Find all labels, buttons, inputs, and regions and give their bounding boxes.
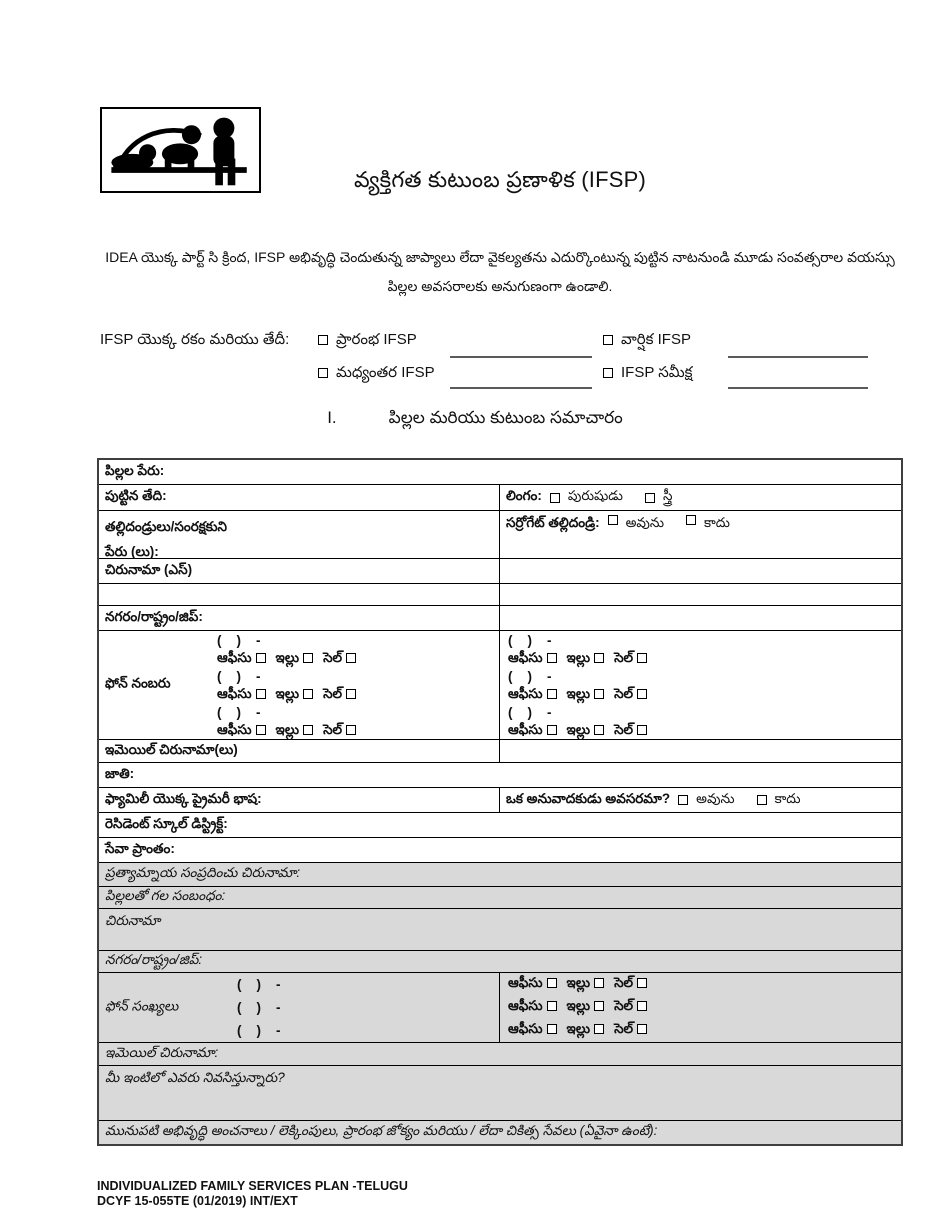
cell-checkbox[interactable] [637,653,647,663]
interim-ifsp-label: మధ్యంతర IFSP [336,364,435,381]
phone-entries-left [217,631,366,739]
alt-phone-right-cell [500,973,901,1042]
relationship-label: పిల్లలతో గల సంబంధం: [105,888,226,903]
phone-type-line [508,685,657,702]
phone-type-line [217,721,366,738]
phone-entry [217,705,366,738]
office-label: ఆఫీసు [217,721,252,737]
phone-number-field[interactable]: ( ) - [237,1023,281,1038]
intro-paragraph: IDEA యొక్క పార్ట్ సి క్రింద, IFSP అభివృద్ధి చెందుతున్న జాప్యాలు లేదా వైకల్యతను ఎదుర్కొంటున్న పుట్టిన నాటనుండి మూడు సంవత్సరాల వయస్సు పిల్లల అవసరాలకు అనుగుణంగా ఉండాలి. [105,249,895,294]
gender-label: లింగం: [506,488,542,503]
alt-city-state-zip-cell[interactable] [99,951,901,972]
birth-date-label: పుట్టిన తేది: [105,488,167,503]
table-row [99,1120,901,1144]
city-state-zip-value-cell[interactable] [500,606,901,630]
phone-type-line [508,975,657,994]
table-row [99,787,901,812]
table-row [99,460,901,484]
home-label: ఇల్లు [275,721,300,737]
school-district-cell[interactable] [99,813,901,837]
address-label: చిరునామా (ఎస్) [105,561,193,577]
initial-ifsp-option [318,331,417,352]
office-label: ఆఫీసు [508,685,543,701]
phone-entry [508,669,657,702]
interpreter-question-label: ఒక అనువాదకుడు అవసరమా? [506,790,671,806]
service-area-cell[interactable] [99,838,901,862]
phone-right-cell [500,631,901,739]
form-footer [97,1179,408,1209]
cell-label: సెల్ [614,685,634,701]
address-extra-right-cell[interactable] [500,584,901,605]
phone-type-line [508,998,657,1017]
home-checkbox[interactable] [303,653,313,663]
home-label: ఇల్లు [275,649,300,665]
page-title: వ్యక్తిగత కుటుంబ ప్రణాళిక (IFSP) [354,167,646,192]
phone-number-field[interactable]: ( ) - [217,668,261,684]
interpreter-cell [500,788,901,812]
interpreter-no-checkbox[interactable] [757,795,767,805]
address-value-cell[interactable] [500,559,901,583]
table-row [99,950,901,972]
phone-type-line [217,685,366,702]
phone-numbers-row [99,630,901,739]
table-row [99,886,901,908]
home-checkbox[interactable] [303,725,313,735]
office-label: ఆఫీసు [508,975,543,990]
phone-label: ఫోన్ నంబరు [105,675,171,691]
school-district-label: రెసిడెంట్ స్కూల్ డిస్ట్రిక్ట్: [105,815,228,831]
parent-name-label-line2: పేరు (లు): [105,544,159,559]
relationship-cell[interactable] [99,887,901,908]
city-state-zip-cell[interactable] [99,606,500,630]
phone-number-field[interactable]: ( ) - [508,632,552,648]
annual-ifsp-option [603,331,691,352]
table-row [99,739,901,762]
table-row [99,837,901,862]
alt-contact-label: ప్రత్యామ్నాయ సంప్రదించు చిరునామా: [105,865,301,880]
office-label: ఆఫీసు [217,685,252,701]
phone-number-field[interactable]: ( ) - [237,1000,281,1015]
gender-female-label: స్త్రీ [662,488,673,503]
annual-ifsp-date-field[interactable] [728,356,868,358]
child-name-label: పిల్లల పేరు: [105,462,165,478]
home-label: ఇల్లు [566,1021,591,1036]
child-family-info-table [97,458,903,1146]
phone-type-line [508,649,657,666]
cell-checkbox[interactable] [346,689,356,699]
phone-number-field[interactable]: ( ) - [508,704,552,720]
interim-ifsp-date-field[interactable] [450,387,592,389]
gender-female-checkbox[interactable] [645,493,655,503]
cell-label: సెల్ [614,975,634,990]
parent-name-label-line1: తల్లిదండ్రులు/సంరక్షకుని [105,519,227,534]
table-row [99,812,901,837]
alt-phone-entries [237,973,281,1042]
alt-address-label: చిరునామా [105,913,161,928]
address-extra-left-cell[interactable] [99,584,500,605]
home-checkbox[interactable] [594,1024,604,1034]
gender-male-checkbox[interactable] [550,493,560,503]
alt-phone-left-cell [99,973,500,1042]
phone-entry [217,633,366,666]
email-label-cell[interactable] [99,740,500,762]
initial-ifsp-checkbox[interactable] [318,335,328,345]
office-checkbox[interactable] [547,653,557,663]
cell-checkbox[interactable] [346,725,356,735]
table-row [99,1065,901,1120]
review-ifsp-checkbox[interactable] [603,368,613,378]
review-ifsp-label: IFSP సమీక్ష [621,364,693,381]
section1-title: పిల్లల మరియు కుటుంబ సమాచారం [388,408,623,427]
cell-checkbox[interactable] [637,725,647,735]
office-label: ఆఫీసు [217,649,252,665]
home-checkbox[interactable] [594,1001,604,1011]
table-row [99,558,901,583]
primary-language-label: ఫ్యామిలీ యొక్క ప్రైమరీ భాష: [105,790,262,806]
service-area-label: సేవా ప్రాంతం: [105,840,175,856]
home-checkbox[interactable] [594,978,604,988]
address-label-cell[interactable] [99,559,500,583]
interpreter-no-label: కాదు [774,790,801,806]
cell-checkbox[interactable] [637,1024,647,1034]
table-row [99,762,901,787]
office-checkbox[interactable] [256,725,266,735]
ifsp-type-label: IFSP యొక్క రకం మరియు తేదీ: [100,331,290,348]
phone-entry [217,669,366,702]
office-label: ఆఫీసు [508,721,543,737]
table-row [99,605,901,630]
home-checkbox[interactable] [594,653,604,663]
alt-email-label: ఇమెయిల్ చిరునామా: [105,1044,219,1060]
table-row [99,1042,901,1065]
gender-male-label: పురుషుడు [567,488,623,503]
phone-type-line [508,721,657,738]
email-label: ఇమెయిల్ చిరునామా(లు) [105,741,238,757]
section1-heading [0,408,950,432]
cell-label: సెల్ [323,721,343,737]
office-checkbox[interactable] [547,725,557,735]
office-checkbox[interactable] [547,1024,557,1034]
cell-label: సెల్ [614,721,634,737]
interpreter-yes-checkbox[interactable] [678,795,688,805]
interpreter-yes-label: అవును [696,790,735,806]
household-cell[interactable] [99,1066,901,1120]
phone-type-line [217,649,366,666]
surrogate-no-checkbox[interactable] [686,515,696,525]
review-ifsp-date-field[interactable] [728,387,868,389]
cell-checkbox[interactable] [637,978,647,988]
home-label: ఇల్లు [275,685,300,701]
email-value-cell[interactable] [500,740,901,762]
initial-ifsp-label: ప్రారంభ IFSP [336,331,417,348]
table-row [99,583,901,605]
office-label: ఆఫీసు [508,649,543,665]
cell-label: సెల్ [323,649,343,665]
alt-phone-type-lines [508,973,657,1042]
alt-phone-label: ఫోన్ సంఖ్యలు [105,998,179,1013]
cell-checkbox[interactable] [346,653,356,663]
alt-phone-numbers-row [99,972,901,1042]
home-label: ఇల్లు [566,975,591,990]
office-checkbox[interactable] [256,653,266,663]
table-row [99,484,901,510]
phone-entries-right [508,631,657,739]
primary-language-cell[interactable] [99,788,500,812]
child-name-cell[interactable] [99,460,901,484]
phone-number-field[interactable]: ( ) - [237,977,281,992]
surrogate-no-label: కాదు [704,515,730,530]
home-label: ఇల్లు [566,649,591,665]
table-row [99,862,901,886]
home-label: ఇల్లు [566,685,591,701]
home-label: ఇల్లు [566,721,591,737]
cell-checkbox[interactable] [637,689,647,699]
interim-ifsp-option [318,364,435,385]
phone-type-line [508,1021,657,1040]
annual-ifsp-label: వార్షిక IFSP [621,331,691,348]
phone-number-field[interactable]: ( ) - [217,632,261,648]
alt-email-cell[interactable] [99,1043,901,1065]
table-row [99,908,901,950]
interim-ifsp-checkbox[interactable] [318,368,328,378]
footer-form-name: INDIVIDUALIZED FAMILY SERVICES PLAN -TELUGU [97,1179,408,1193]
home-label: ఇల్లు [566,998,591,1013]
cell-label: సెల్ [323,685,343,701]
alt-contact-cell[interactable] [99,863,901,886]
office-label: ఆఫీసు [508,1021,543,1036]
cell-label: సెల్ [614,1021,634,1036]
cell-label: సెల్ [614,998,634,1013]
parent-name-cell[interactable] [99,511,500,558]
phone-entry [508,705,657,738]
phone-number-field[interactable]: ( ) - [508,668,552,684]
ethnicity-cell[interactable] [99,763,901,787]
office-label: ఆఫీసు [508,998,543,1013]
initial-ifsp-date-field[interactable] [450,356,592,358]
phone-number-field[interactable]: ( ) - [217,704,261,720]
section1-number: I. [327,408,337,427]
office-checkbox[interactable] [547,689,557,699]
home-checkbox[interactable] [594,725,604,735]
surrogate-yes-checkbox[interactable] [608,515,618,525]
office-checkbox[interactable] [547,978,557,988]
phone-entry [508,633,657,666]
city-state-zip-label: నగరం/రాష్ట్రం/జిప్: [105,608,203,624]
alt-city-state-zip-label: నగరం/రాష్ట్రం/జిప్: [105,952,203,967]
phone-left-cell [99,631,500,739]
surrogate-yes-label: అవును [625,515,665,530]
review-ifsp-option [603,364,692,385]
surrogate-cell [500,511,901,558]
prior-services-cell[interactable] [99,1121,901,1144]
table-row [99,510,901,558]
home-checkbox[interactable] [303,689,313,699]
household-question-label: మీ ఇంటిలో ఎవరు నివసిస్తున్నారు? [105,1070,285,1085]
ethnicity-label: జాతి: [105,765,135,781]
cell-label: సెల్ [614,649,634,665]
birth-date-cell[interactable] [99,485,500,510]
surrogate-label: సర్రోగేట్ తల్లిదండ్రి: [506,515,600,530]
cell-checkbox[interactable] [637,1001,647,1011]
office-checkbox[interactable] [547,1001,557,1011]
footer-form-number: DCYF 15-055TE (01/2019) INT/EXT [97,1194,298,1208]
alt-address-cell[interactable] [99,909,901,950]
office-checkbox[interactable] [256,689,266,699]
gender-cell [500,485,901,510]
annual-ifsp-checkbox[interactable] [603,335,613,345]
prior-services-label: మునుపటి అభివృద్ధి అంచనాలు / లెక్కింపులు, ప్రారంభ జోక్యం మరియు / లేదా చికిత్స సేవలు (ఏవైనా ఉంటే): [105,1123,658,1138]
home-checkbox[interactable] [594,689,604,699]
